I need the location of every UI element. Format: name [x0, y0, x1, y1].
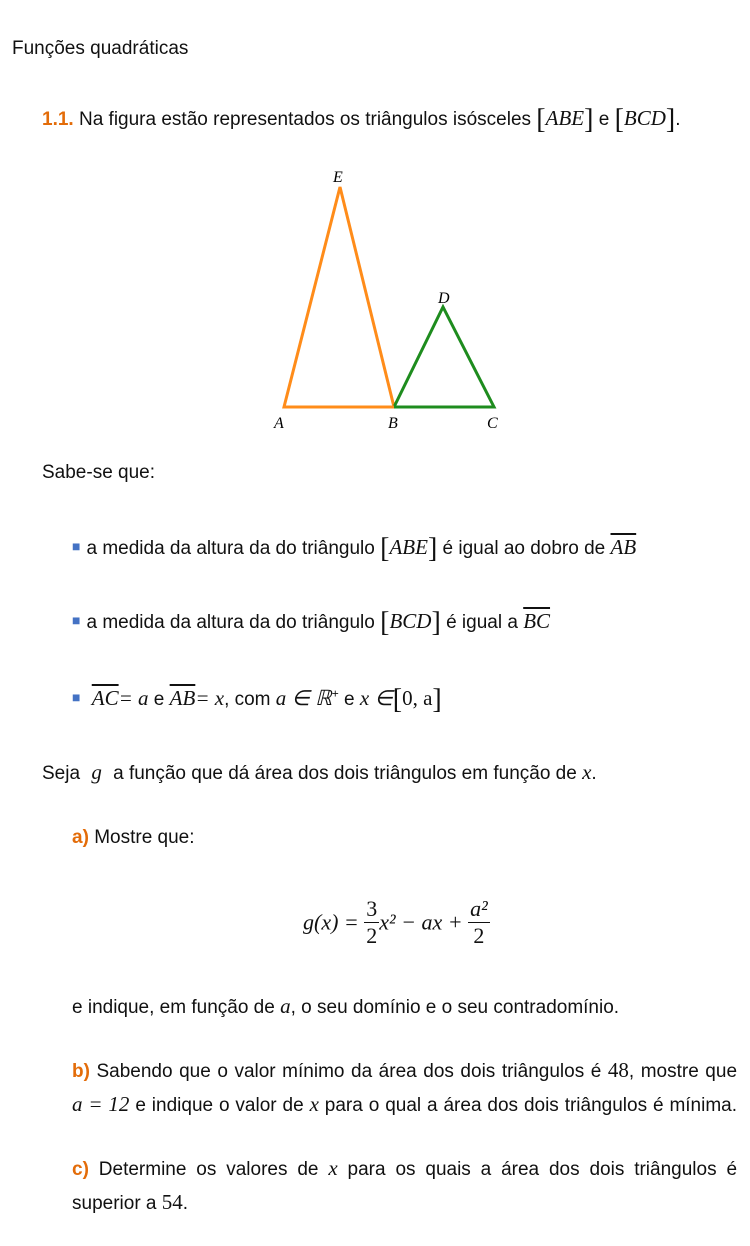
triangle-abe — [284, 187, 394, 407]
label-c: C — [487, 415, 498, 432]
label-b: B — [388, 415, 398, 432]
section-title: Funções quadráticas — [12, 38, 189, 59]
exercise-statement: 1.1. Na figura estão representados os triângulos isósceles [ABE] e [BCD]. — [42, 104, 681, 135]
bullet-icon: ■ — [72, 538, 81, 554]
bullet-icon: ■ — [72, 612, 81, 628]
known-intro: Sabe-se que: — [42, 462, 156, 483]
exercise-intro: Na figura estão representados os triângulos isósceles — [78, 109, 532, 130]
triangle-bcd — [394, 307, 494, 407]
part-a-instructions: e indique, em função de a, o seu domínio e o seu contradomínio. — [72, 994, 620, 1018]
fraction-3-2: $\frac{3}{2}$ — [366, 896, 378, 948]
part-a-heading: a) Mostre que: — [72, 827, 195, 848]
triangle-bcd-label: BCD — [623, 106, 666, 130]
known-item-1: ■ a medida da altura da do triângulo [ABE] é igual ao dobro de $\overline{AB}$ — [72, 533, 637, 564]
label-a: A — [274, 415, 284, 432]
exercise-end: . — [675, 109, 681, 130]
fraction-a2-2: $\frac{\text{a²}}{2}$ — [470, 896, 488, 948]
exercise-conj: e — [598, 109, 610, 130]
exercise-number: 1.1. — [42, 109, 74, 130]
known-item-2: ■ a medida da altura da do triângulo [BCD] é igual a $\overline{BC}$ — [72, 607, 551, 638]
segment-bc-overline: $\overline{BC}$ — [523, 609, 551, 633]
formula-g: g(x) = $\frac{3}{2}$ x² − ax + $\frac{\text{a²}}{2}$ — [303, 896, 488, 948]
part-c: c) Determine os valores de x para os quais a área dos dois triângulos é superior a 54. — [72, 1156, 738, 1214]
function-definition: Seja g a função que dá área dos dois triângulos em função de x. — [42, 760, 597, 784]
label-e: E — [333, 169, 343, 186]
label-d: D — [438, 290, 450, 307]
triangle-abe-label: ABE — [545, 106, 585, 130]
known-item-3: ■ $\overline{AC}= a$ e $\overline{AB}= x$, com a ∈ ℝ+ e x ∈[0, a] — [72, 684, 442, 715]
triangles-figure — [260, 160, 520, 440]
segment-ab-overline: $\overline{AB}$ — [610, 535, 637, 559]
part-b: b) Sabendo que o valor mínimo da área dos dois triângulos é 48, mostre que a = 12 e indique o valor de x para o qual a área dos dois triângulos é mínima. — [72, 1058, 738, 1116]
bullet-icon: ■ — [72, 689, 81, 705]
